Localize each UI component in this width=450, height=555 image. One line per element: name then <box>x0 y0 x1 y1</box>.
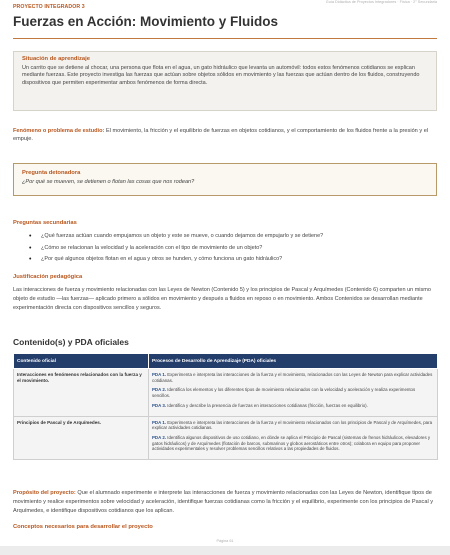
pda-number: PDA 2. <box>152 387 166 393</box>
pda-cell <box>149 416 438 460</box>
pregunta-box <box>13 163 437 196</box>
situacion-text: Un carrito que se detiene al chocar, una persona que flota en el agua, un gato hidráulico que levanta un automóvil: todos estos fenómenos cotidianos se explican mediante fuerzas. Este proyecto investiga las fuerzas que actúan sobre objetos sólidos en movimiento y las fuerzas que actúan dentro de los fluidos, construyendo dispositivos que permiten experimentar ambos fenómenos de forma directa. <box>22 65 420 86</box>
proposito-paragraph <box>13 489 437 516</box>
situacion-heading: Situación de aprendizaje <box>22 56 90 62</box>
pda-item <box>152 403 434 409</box>
pda-table <box>13 353 438 460</box>
pda-text: Experimenta e interpreta las interacciones de la fuerza y el movimiento relacionados con los principios de Pascal y de Arquímedes, para explicar actividades cotidianas. <box>152 419 433 431</box>
page-title: Fuerzas en Acción: Movimiento y Fluidos <box>13 14 279 29</box>
pda-item <box>152 420 434 431</box>
pda-text: Identifica los elementos y los diferentes tipos de movimiento relacionados con la velocidad y aceleración y realiza experimentos sencillos. <box>152 387 416 399</box>
pda-cell <box>149 369 438 417</box>
guide-label: Guía Didáctica de Proyectos Integradores · Física · 2° Secundaria <box>325 0 437 4</box>
contenido-cell: Interacciones en fenómenos relacionados con la fuerza y el movimiento. <box>14 369 149 417</box>
justificacion-text: Las interacciones de fuerza y movimiento relacionadas con las Leyes de Newton (Contenido 5) y los principios de Pascal y Arquímedes (Contenido 6) comparten un mismo objeto de estudio —las fuerzas— aplicado primero a sólidos en movimiento y después a fluidos en reposo o en movimiento. Ambos Contenidos se desarrollan mediante experimentación directa con dispositivos sencillos y seguros. <box>13 287 431 311</box>
secundarias-heading: Preguntas secundarias <box>13 220 77 226</box>
pda-item <box>152 372 434 383</box>
pda-number: PDA 1. <box>152 372 166 377</box>
pda-text: Identifica y describe la presencia de fuerzas en interacciones cotidianas (fricción, fuerzas en equilibrio). <box>167 402 368 408</box>
title-divider <box>13 38 437 39</box>
list-item: • ¿Cómo se relacionan la velocidad y la aceleración con el tipo de movimiento de un objeto? <box>41 243 437 255</box>
pda-number: PDA 3. <box>152 402 166 408</box>
pda-item <box>152 387 434 398</box>
justificacion-heading: Justificación pedagógica <box>13 274 83 280</box>
situacion-box <box>13 51 437 111</box>
column-header-contenido: Contenido oficial <box>14 354 149 369</box>
pda-text: Experimenta e interpreta las interacciones de la fuerza y el movimiento, relacionados con las Leyes de Newton para explicar actividades cotidianas. <box>152 372 433 383</box>
secundarias-list <box>13 231 437 266</box>
contenido-cell: Principios de Pascal y de Arquímedes. <box>14 416 149 460</box>
table-row <box>14 416 438 460</box>
pda-number: PDA 1. <box>152 419 166 425</box>
contenidos-heading: Contenido(s) y PDA oficiales <box>13 337 129 347</box>
fenomeno-text: El movimiento, la fricción y el equilibrio de fuerzas en objetos cotidianos, y el comportamiento de los fluidos frente a la presión y el empuje. <box>13 128 429 142</box>
fenomeno-paragraph <box>13 128 437 143</box>
table-row <box>14 369 438 417</box>
proposito-text: Que el alumnado experimente e interprete las interacciones de fuerza y movimiento relacionadas con las Leyes de Newton, identifique tipos de movimiento y realice experimentos sobre velocidad y aceleración, identifique fuerzas cotidianas como la fricción y el equilibrio, experimente con los principios de Pascal y Arquímedes, e identifique dispositivos cotidianos que los aplican. <box>13 490 434 514</box>
pda-text: Identifica algunos dispositivos de uso cotidiano, en dónde se aplica el Principio de Pascal (sistemas de frenos hidráulicos, elevadores y gatos hidráulicos) y de Arquímedes (flotación de barcos, submarinos y globos aerostáticos entre otros); colabora en equipo para proponer actividades experimentales y resolver problemas sencillos relativos a las propiedades de fluidos. <box>152 434 431 452</box>
list-item: • ¿Por qué algunos objetos flotan en el agua y otros se hunden, y cómo funciona un gato hidráulico? <box>41 254 437 266</box>
page-number: Página 61 <box>216 539 234 543</box>
proposito-label: Propósito del proyecto: <box>13 490 76 496</box>
pda-number: PDA 2. <box>152 434 166 440</box>
conceptos-heading: Conceptos necesarios para desarrollar el proyecto <box>13 524 153 530</box>
pregunta-text: ¿Por qué se mueven, se detienen o flotan las cosas que nos rodean? <box>22 179 195 185</box>
pregunta-heading: Pregunta detonadora <box>22 170 81 176</box>
table-header-row <box>14 354 438 369</box>
fenomeno-label: Fenómeno o problema de estudio: <box>13 128 105 134</box>
project-label: PROYECTO INTEGRADOR 3 <box>13 4 85 10</box>
column-header-pda: Procesos de Desarrollo de Aprendizaje (PDA) oficiales <box>149 354 438 369</box>
pda-item <box>152 435 434 452</box>
list-item: • ¿Qué fuerzas actúan cuando empujamos un objeto y este se mueve, o cuando dejamos de empujarlo y se detiene? <box>41 231 437 243</box>
